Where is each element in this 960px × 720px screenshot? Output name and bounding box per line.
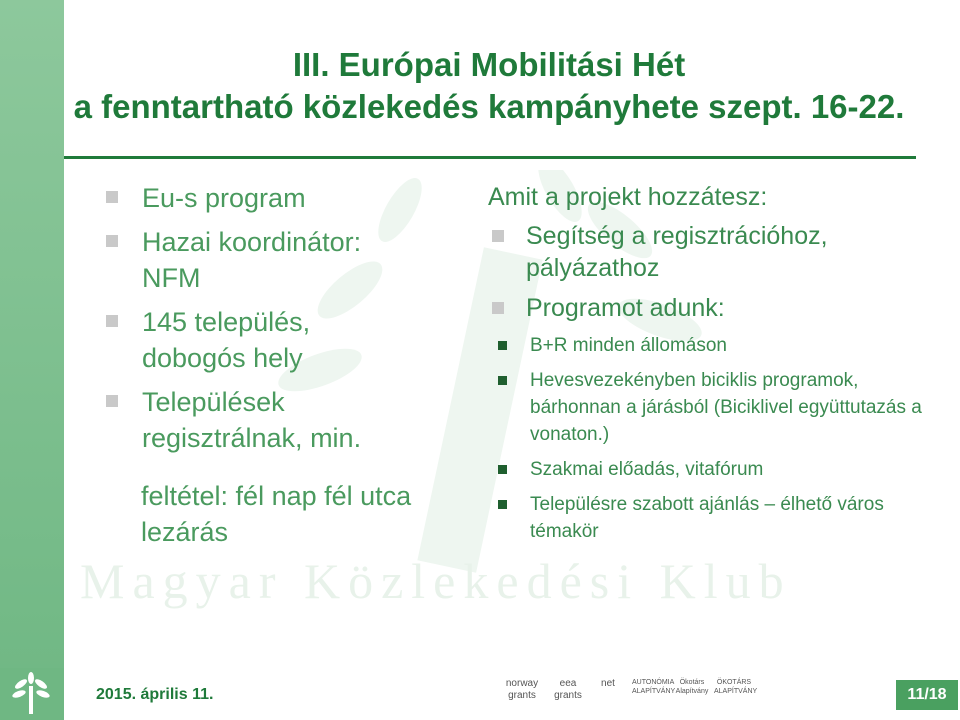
small-square-bullet-icon bbox=[498, 500, 507, 509]
sub-bullet-item: Szakmai előadás, vitafórum bbox=[450, 456, 928, 483]
small-square-bullet-icon bbox=[498, 376, 507, 385]
title-line-2: a fenntartható közlekedés kampányhete szept. 16-22. bbox=[73, 88, 905, 125]
footer-date: 2015. április 11. bbox=[96, 686, 214, 703]
right-bullet-item: Programot adunk: bbox=[488, 292, 928, 324]
autonomia-logo: AUTONÓMIA ALAPÍTVÁNY bbox=[632, 679, 676, 695]
okotars-alapitvany-logo: ÖKOTÁRS ALAPÍTVÁNY bbox=[714, 679, 758, 695]
title-line-1: III. Európai Mobilitási Hét bbox=[292, 46, 686, 83]
net-logo: net bbox=[601, 678, 615, 689]
left-bullet-item: Eu-s program bbox=[106, 180, 406, 216]
small-square-bullet-icon bbox=[498, 465, 507, 474]
square-bullet-icon bbox=[492, 302, 504, 314]
title-divider bbox=[64, 156, 916, 159]
sub-bullet-item: Településre szabott ajánlás – élhető város témakör bbox=[450, 491, 928, 545]
tree-logo-icon bbox=[8, 672, 54, 716]
sub-bullet-item: Hevesvezekényben biciklis programok, bárhonnan a járásból (Biciklivel együttutazás a vonaton.) bbox=[450, 367, 928, 448]
eea-grants-logo: eea grants bbox=[554, 678, 582, 701]
left-bullet-item: Hazai koordinátor: NFM bbox=[106, 224, 406, 296]
footer-bar bbox=[0, 668, 960, 720]
square-bullet-icon bbox=[106, 315, 118, 327]
right-intro: Amit a projekt hozzátesz: bbox=[488, 183, 768, 211]
sub-bullet-item: B+R minden állomáson bbox=[450, 332, 928, 359]
okotars-logo: Ökotárs Alapítvány bbox=[675, 679, 709, 695]
norway-grants-logo: norway grants bbox=[505, 678, 539, 701]
right-bullet-list bbox=[488, 180, 928, 553]
left-bullet-list bbox=[106, 180, 406, 464]
small-square-bullet-icon bbox=[498, 341, 507, 350]
left-bullet-item: 145 település, dobogós hely bbox=[106, 304, 406, 376]
watermark-text: Magyar Közlekedési Klub bbox=[80, 553, 792, 609]
square-bullet-icon bbox=[106, 191, 118, 203]
left-footnote: feltétel: fél nap fél utca lezárás bbox=[141, 481, 412, 547]
right-bullet-item: Segítség a regisztrációhoz, pályázathoz bbox=[488, 220, 928, 284]
footer-accent-band bbox=[0, 668, 64, 720]
left-bullet-item: Települések regisztrálnak, min. bbox=[106, 384, 406, 456]
square-bullet-icon bbox=[106, 395, 118, 407]
square-bullet-icon bbox=[492, 230, 504, 242]
left-accent-band bbox=[0, 0, 64, 720]
square-bullet-icon bbox=[106, 235, 118, 247]
page-number: 11/18 bbox=[896, 680, 958, 710]
slide-title bbox=[64, 44, 914, 128]
